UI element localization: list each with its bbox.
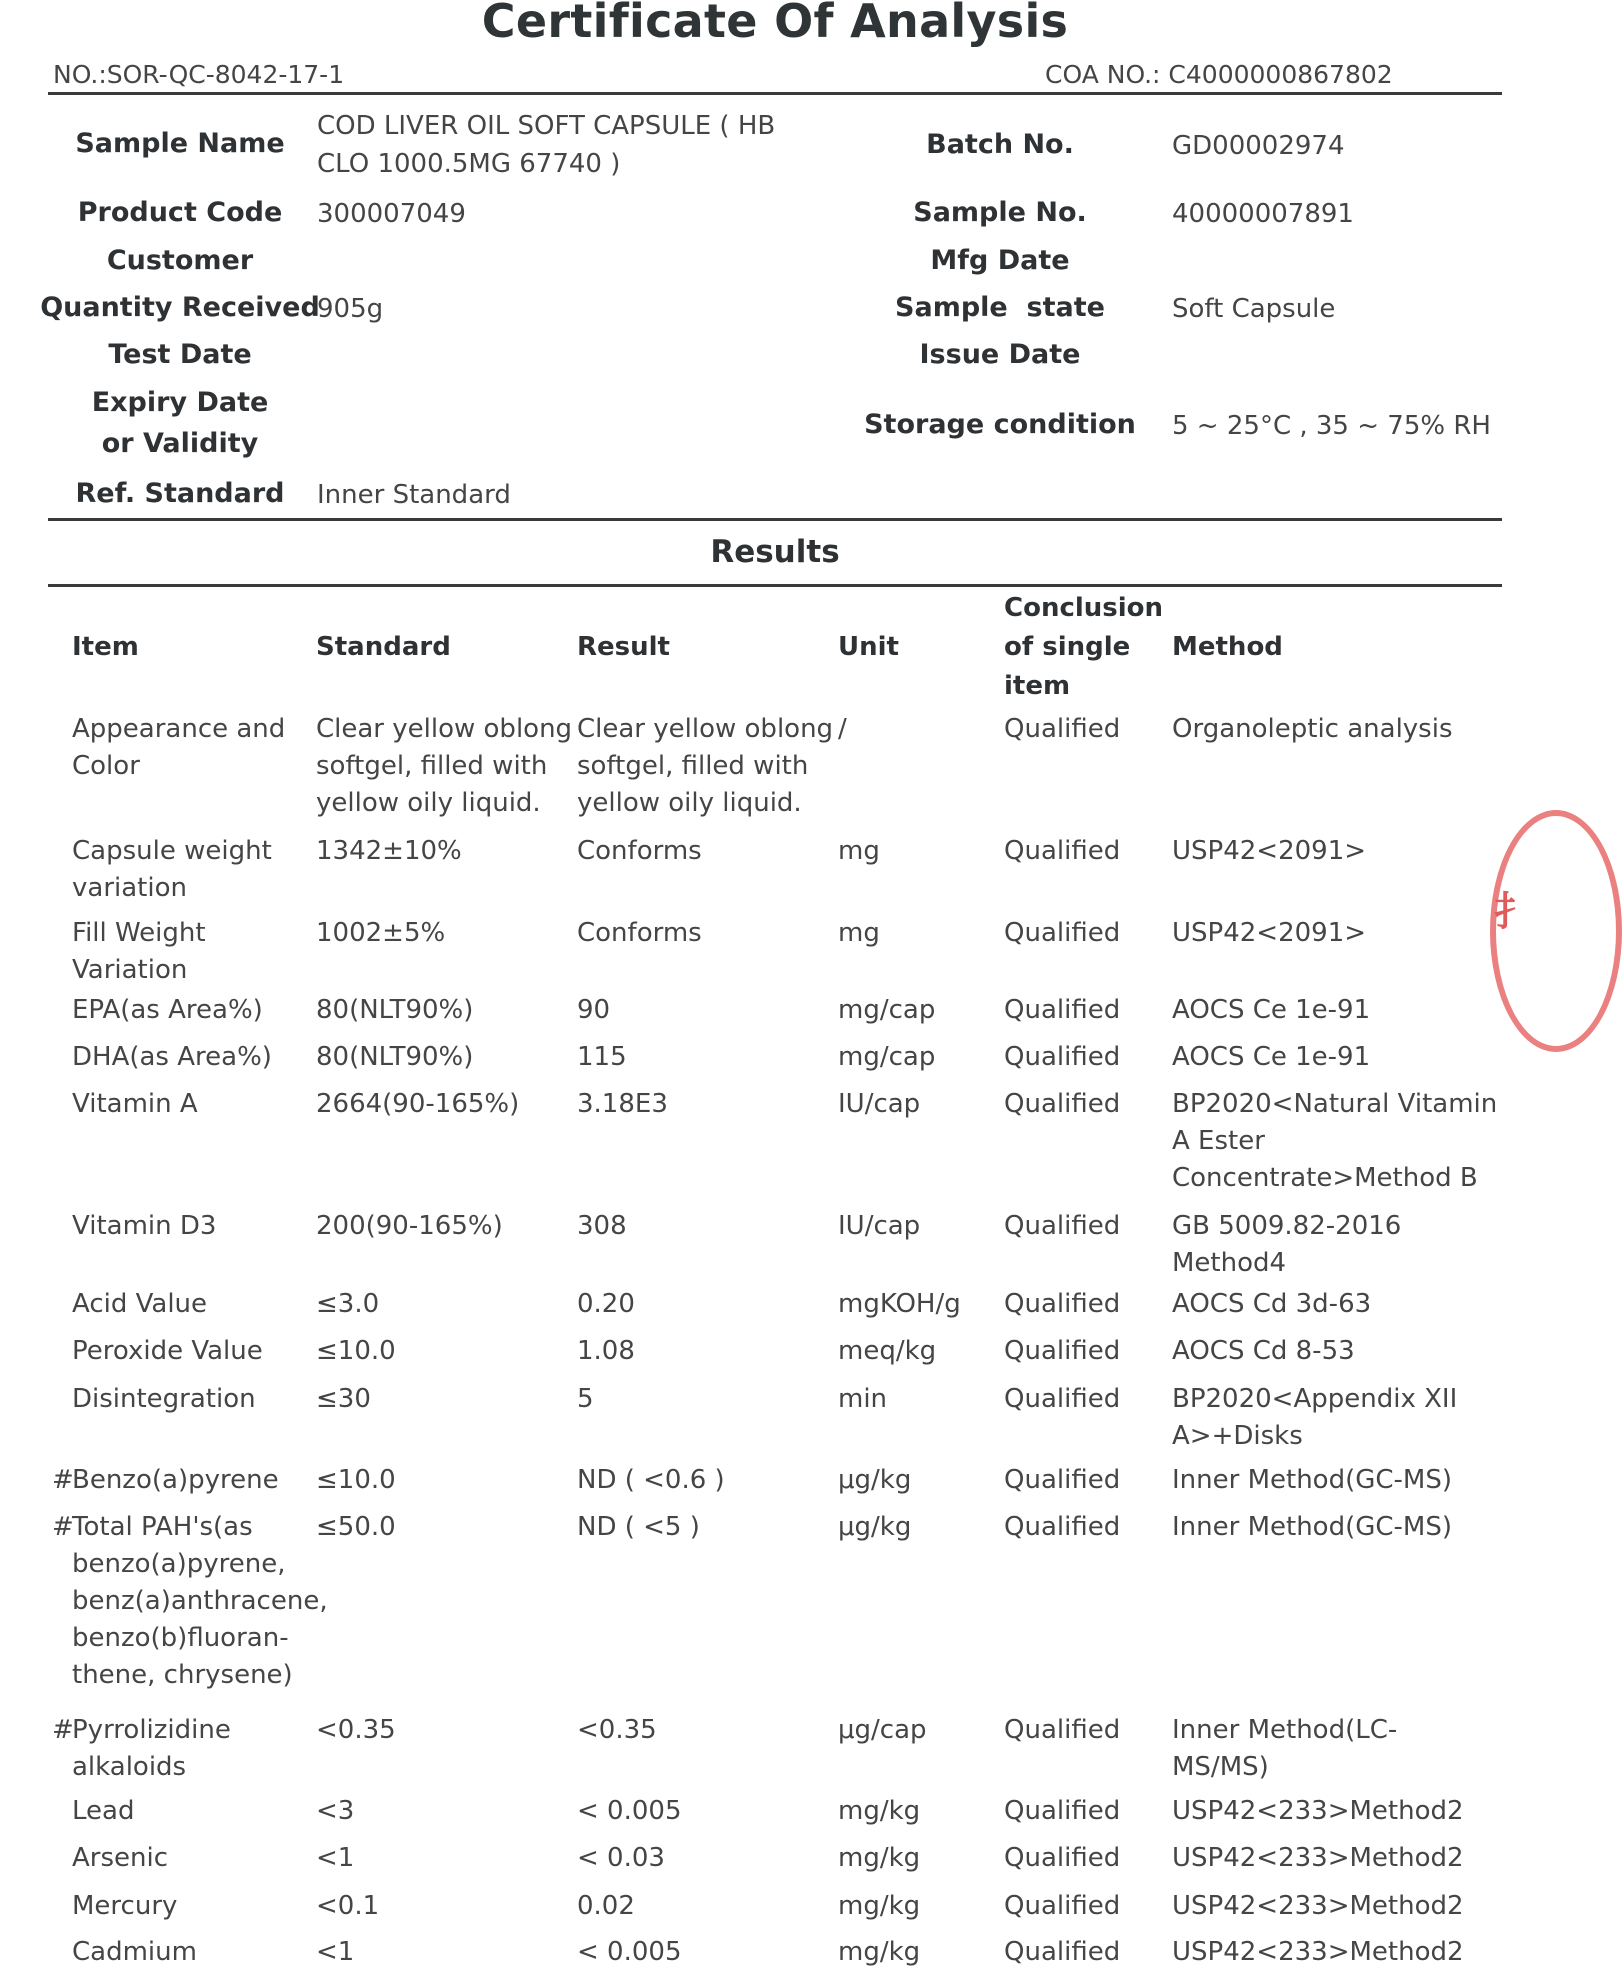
- cell-result: 5: [577, 1384, 594, 1414]
- cell-item: Capsule weight: [72, 836, 272, 866]
- header-method: Method: [1172, 632, 1283, 662]
- cell-item: benzo(b)fluoran-: [72, 1623, 289, 1653]
- header-standard: Standard: [316, 632, 451, 662]
- cell-standard: 1002±5%: [316, 918, 446, 948]
- label-ref-standard: Ref. Standard: [75, 478, 285, 509]
- cell-unit: mg/cap: [838, 995, 936, 1025]
- cell-method: Inner Method(LC-: [1172, 1715, 1398, 1745]
- cell-item: Vitamin D3: [72, 1211, 217, 1241]
- cell-item: Appearance and: [72, 714, 286, 744]
- value-sample-name-line2: CLO 1000.5MG 67740 ): [317, 149, 621, 179]
- cell-item: Mercury: [72, 1891, 178, 1921]
- cell-result: 308: [577, 1211, 627, 1241]
- header-conclusion-line3: item: [1004, 671, 1071, 701]
- cell-standard: 80(NLT90%): [316, 995, 474, 1025]
- value-sample-name-line1: COD LIVER OIL SOFT CAPSULE ( HB: [317, 111, 776, 141]
- value-quantity-received: 905g: [317, 294, 384, 324]
- cell-item: EPA(as Area%): [72, 995, 263, 1025]
- header-unit: Unit: [838, 632, 899, 662]
- cell-conclusion: Qualified: [1004, 1289, 1121, 1319]
- results-title: Results: [710, 534, 840, 570]
- cell-method: GB 5009.82-2016: [1172, 1211, 1402, 1241]
- coa-number: COA NO.: C4000000867802: [1045, 60, 1393, 89]
- cell-item: Lead: [72, 1796, 135, 1826]
- cell-standard: ≤3.0: [316, 1289, 380, 1319]
- cell-method: AOCS Ce 1e-91: [1172, 1042, 1371, 1072]
- cell-unit: μg/kg: [838, 1465, 912, 1495]
- cell-result: 0.20: [577, 1289, 635, 1319]
- label-sample-state: Sample state: [895, 292, 1105, 323]
- cell-item: variation: [72, 873, 187, 903]
- cell-method: MS/MS): [1172, 1752, 1269, 1782]
- label-issue-date: Issue Date: [919, 339, 1081, 370]
- cell-standard: ≤50.0: [316, 1512, 396, 1542]
- cell-result: <0.35: [577, 1715, 657, 1745]
- cell-conclusion: Qualified: [1004, 1465, 1121, 1495]
- cell-standard: ≤10.0: [316, 1465, 396, 1495]
- row-marker: #: [52, 1715, 74, 1745]
- label-mfg-date: Mfg Date: [930, 245, 1070, 276]
- cell-item: benzo(a)pyrene,: [72, 1549, 286, 1579]
- cell-conclusion: Qualified: [1004, 1796, 1121, 1826]
- cell-conclusion: Qualified: [1004, 1336, 1121, 1366]
- cell-unit: meq/kg: [838, 1336, 937, 1366]
- cell-unit: min: [838, 1384, 888, 1414]
- cell-standard: 2664(90-165%): [316, 1089, 520, 1119]
- header-item: Item: [72, 632, 139, 662]
- cell-item: Pyrrolizidine: [72, 1715, 231, 1745]
- cell-standard: yellow oily liquid.: [316, 788, 541, 818]
- cell-item: Cadmium: [72, 1937, 197, 1967]
- cell-item: Benzo(a)pyrene: [72, 1465, 279, 1495]
- header-conclusion-line1: Conclusion: [1004, 593, 1164, 623]
- label-test-date: Test Date: [108, 339, 252, 370]
- cell-method: USP42<233>Method2: [1172, 1843, 1464, 1873]
- cell-standard: <3: [316, 1796, 355, 1826]
- cell-method: Concentrate>Method B: [1172, 1163, 1478, 1193]
- cell-item: Acid Value: [72, 1289, 208, 1319]
- cell-method: AOCS Cd 3d-63: [1172, 1289, 1372, 1319]
- cell-method: Method4: [1172, 1248, 1287, 1278]
- value-batch-no: GD00002974: [1172, 131, 1345, 161]
- cell-item: Vitamin A: [72, 1089, 198, 1119]
- label-customer: Customer: [106, 245, 254, 276]
- value-storage-condition: 5 ~ 25°C , 35 ~ 75% RH: [1172, 411, 1491, 441]
- cell-unit: IU/cap: [838, 1089, 921, 1119]
- label-batch-no: Batch No.: [926, 129, 1074, 160]
- cell-method: A>+Disks: [1172, 1421, 1303, 1451]
- cell-conclusion: Qualified: [1004, 1211, 1121, 1241]
- value-sample-no: 40000007891: [1172, 199, 1354, 229]
- label-quantity-received: Quantity Received: [40, 292, 320, 323]
- cell-result: 90: [577, 995, 611, 1025]
- cell-result: 3.18E3: [577, 1089, 668, 1119]
- cell-method: USP42<233>Method2: [1172, 1891, 1464, 1921]
- cell-result: 0.02: [577, 1891, 635, 1921]
- cell-method: USP42<233>Method2: [1172, 1796, 1464, 1826]
- cell-result: < 0.005: [577, 1796, 682, 1826]
- top-divider: [48, 92, 1502, 95]
- document-title: Certificate Of Analysis: [481, 0, 1069, 48]
- cell-method: AOCS Cd 8-53: [1172, 1336, 1355, 1366]
- cell-conclusion: Qualified: [1004, 1937, 1121, 1967]
- cell-result: ND ( <0.6 ): [577, 1465, 725, 1495]
- cell-standard: 1342±10%: [316, 836, 462, 866]
- cell-result: softgel, filled with: [577, 751, 809, 781]
- cell-item: Disintegration: [72, 1384, 256, 1414]
- info-divider: [48, 518, 1502, 521]
- cell-item: Arsenic: [72, 1843, 169, 1873]
- cell-method: USP42<2091>: [1172, 836, 1367, 866]
- cell-item: DHA(as Area%): [72, 1042, 272, 1072]
- label-sample-no: Sample No.: [913, 197, 1087, 228]
- seal-mark: 扌: [1494, 889, 1534, 935]
- cell-conclusion: Qualified: [1004, 1891, 1121, 1921]
- results-divider: [48, 584, 1502, 587]
- cell-unit: mgKOH/g: [838, 1289, 961, 1319]
- cell-conclusion: Qualified: [1004, 1384, 1121, 1414]
- cell-item: thene, chrysene): [72, 1660, 293, 1690]
- cell-result: < 0.005: [577, 1937, 682, 1967]
- cell-conclusion: Qualified: [1004, 1042, 1121, 1072]
- cell-conclusion: Qualified: [1004, 714, 1121, 744]
- label-sample-name: Sample Name: [75, 128, 285, 159]
- cell-item: Color: [72, 751, 140, 781]
- cell-unit: mg/kg: [838, 1937, 921, 1967]
- cell-standard: softgel, filled with: [316, 751, 548, 781]
- cell-standard: <0.1: [316, 1891, 380, 1921]
- cell-unit: mg/kg: [838, 1891, 921, 1921]
- cell-result: 1.08: [577, 1336, 635, 1366]
- cell-method: USP42<233>Method2: [1172, 1937, 1464, 1967]
- cell-conclusion: Qualified: [1004, 836, 1121, 866]
- cell-item: Peroxide Value: [72, 1336, 263, 1366]
- cell-unit: /: [838, 714, 847, 744]
- cell-standard: 200(90-165%): [316, 1211, 503, 1241]
- row-marker: #: [52, 1512, 74, 1542]
- cell-item: benz(a)anthracene,: [72, 1586, 328, 1616]
- value-sample-state: Soft Capsule: [1172, 294, 1336, 324]
- label-expiry-date: Expiry Date: [91, 387, 269, 418]
- cell-unit: μg/kg: [838, 1512, 912, 1542]
- row-marker: #: [52, 1465, 74, 1495]
- cell-method: BP2020<Natural Vitamin: [1172, 1089, 1498, 1119]
- cell-result: < 0.03: [577, 1843, 665, 1873]
- cell-conclusion: Qualified: [1004, 1512, 1121, 1542]
- cell-unit: IU/cap: [838, 1211, 921, 1241]
- value-product-code: 300007049: [317, 199, 466, 229]
- cell-unit: mg: [838, 836, 880, 866]
- cell-standard: <1: [316, 1843, 355, 1873]
- cell-standard: ≤30: [316, 1384, 371, 1414]
- cell-result: Conforms: [577, 918, 702, 948]
- cell-method: Organoleptic analysis: [1172, 714, 1453, 744]
- cell-unit: mg/kg: [838, 1843, 921, 1873]
- cell-item: Total PAH's(as: [72, 1512, 253, 1542]
- cell-result: Clear yellow oblong: [577, 714, 834, 744]
- cell-standard: <1: [316, 1937, 355, 1967]
- cell-result: ND ( <5 ): [577, 1512, 700, 1542]
- cell-conclusion: Qualified: [1004, 1715, 1121, 1745]
- cell-method: USP42<2091>: [1172, 918, 1367, 948]
- cell-method: Inner Method(GC-MS): [1172, 1465, 1452, 1495]
- cell-result: 115: [577, 1042, 627, 1072]
- label-or-validity: or Validity: [101, 428, 259, 459]
- cell-standard: 80(NLT90%): [316, 1042, 474, 1072]
- cell-method: Inner Method(GC-MS): [1172, 1512, 1452, 1542]
- cell-result: yellow oily liquid.: [577, 788, 802, 818]
- cell-conclusion: Qualified: [1004, 1089, 1121, 1119]
- cell-conclusion: Qualified: [1004, 1843, 1121, 1873]
- cell-conclusion: Qualified: [1004, 918, 1121, 948]
- cell-method: AOCS Ce 1e-91: [1172, 995, 1371, 1025]
- value-ref-standard: Inner Standard: [317, 480, 511, 510]
- cell-unit: mg/cap: [838, 1042, 936, 1072]
- cell-method: A Ester: [1172, 1126, 1265, 1156]
- cell-result: Conforms: [577, 836, 702, 866]
- cell-unit: mg/kg: [838, 1796, 921, 1826]
- report-number: NO.:SOR-QC-8042-17-1: [53, 60, 345, 89]
- cell-unit: mg: [838, 918, 880, 948]
- cell-item: Variation: [72, 955, 188, 985]
- cell-unit: μg/cap: [838, 1715, 927, 1745]
- cell-item: alkaloids: [72, 1752, 187, 1782]
- cell-item: Fill Weight: [72, 918, 206, 948]
- header-conclusion-line2: of single: [1004, 632, 1131, 662]
- cell-standard: Clear yellow oblong: [316, 714, 573, 744]
- label-storage-condition: Storage condition: [864, 409, 1136, 440]
- cell-standard: ≤10.0: [316, 1336, 396, 1366]
- header-result: Result: [577, 632, 670, 662]
- label-product-code: Product Code: [77, 197, 283, 228]
- cell-standard: <0.35: [316, 1715, 396, 1745]
- cell-conclusion: Qualified: [1004, 995, 1121, 1025]
- cell-method: BP2020<Appendix XII: [1172, 1384, 1458, 1414]
